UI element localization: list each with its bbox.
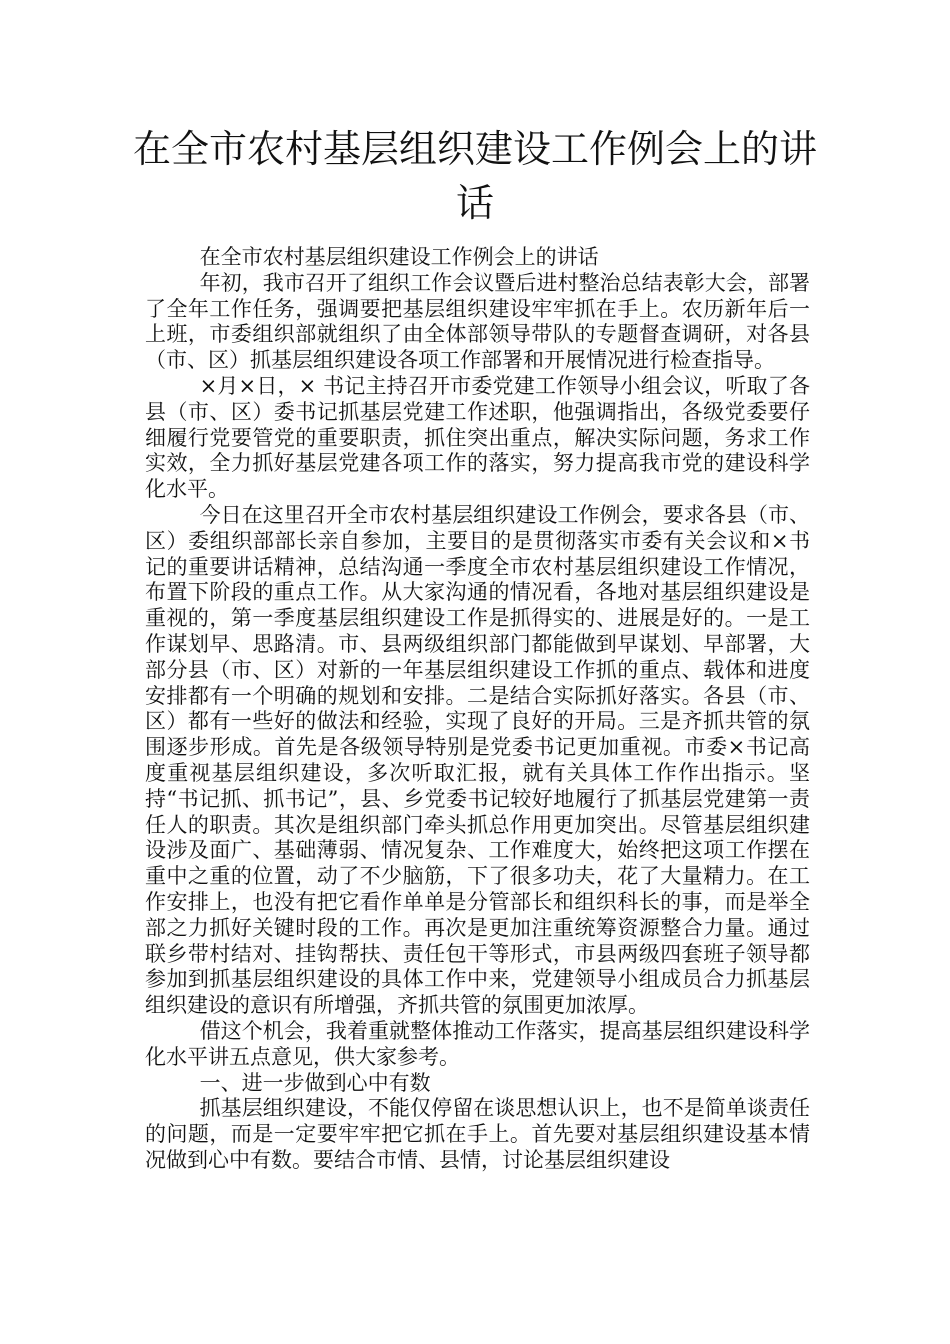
document-title: 在全市农村基层组织建设工作例会上的讲话 xyxy=(132,127,817,225)
body-paragraph-5: 抓基层组织建设，不能仅停留在谈思想认识上，也不是简单谈责任的问题，而是一定要牢牢把它抓在手上。首先要对基层组织建设基本情况做到心中有数。要结合市情、县情，讨论基层组织建设 xyxy=(145,1096,810,1172)
body-paragraph-4: 借这个机会，我着重就整体推动工作落实，提高基层组织建设科学化水平讲五点意见，供大家参考。 xyxy=(145,1018,810,1069)
body-paragraph-subtitle: 在全市农村基层组织建设工作例会上的讲话 xyxy=(199,245,599,269)
body-paragraph-3: 今日在这里召开全市农村基层组织建设工作例会，要求各县（市、区）委组织部部长亲自参加，主要目的是贯彻落实市委有关会议和×书记的重要讲话精神，总结沟通一季度全市农村基层组织建设工作情况，布置下阶段的重点工作。从大家沟通的情况看，各地对基层组织建设是重视的，第一季度基层组织建设工作是抓得实的、进展是好的。一是工作谋划早、思路清。市、县两级组织部门都能做到早谋划、早部署，大部分县（市、区）对新的一年基层组织建设工作抓的重点、载体和进度安排都有一个明确的规划和安排。二是结合实际抓好落实。各县（市、区）都有一些好的做法和经验，实现了良好的开局。三是齐抓共管的氛围逐步形成。首先是各级领导特别是党委书记更加重视。市委×书记高度重视基层组织建设，多次听取汇报，就有关具体工作作出指示。坚持“书记抓、抓书记”，县、乡党委书记较好地履行了抓基层党建第一责任人的职责。其次是组织部门牵头抓总作用更加突出。尽管基层组织建设涉及面广、基础薄弱、情况复杂、工作难度大，始终把这项工作摆在重中之重的位置，动了不少脑筋，下了很多功夫，花了大量精力。在工作安排上，也没有把它看作单单是分管部长和组织科长的事，而是举全部之力抓好关键时段的工作。再次是更加注重统筹资源整合力量。通过联乡带村结对、挂钩帮扶、责任包干等形式，市县两级四套班子领导都参加到抓基层组织建设的具体工作中来，党建领导小组成员合力抓基层组织建设的意识有所增强，齐抓共管的氛围更加浓厚。 xyxy=(145,502,810,1018)
body-paragraph-1: 年初，我市召开了组织工作会议暨后进村整治总结表彰大会，部署了全年工作任务，强调要把基层组织建设牢牢抓在手上。农历新年后一上班，市委组织部就组织了由全体部领导带队的专题督查调研，对各县（市、区）抓基层组织建设各项工作部署和开展情况进行检查指导。 xyxy=(145,270,810,373)
section-heading-1: 一、进一步做到心中有数 xyxy=(199,1070,431,1095)
document-body xyxy=(145,245,810,1174)
body-paragraph-2: ×月×日，× 书记主持召开市委党建工作领导小组会议，听取了各县（市、区）委书记抓基层党建工作述职，他强调指出，各级党委要仔细履行党要管党的重要职责，抓住突出重点，解决实际问题，务求工作实效，全力抓好基层党建各项工作的落实，努力提高我市党的建设科学化水平。 xyxy=(145,373,810,502)
